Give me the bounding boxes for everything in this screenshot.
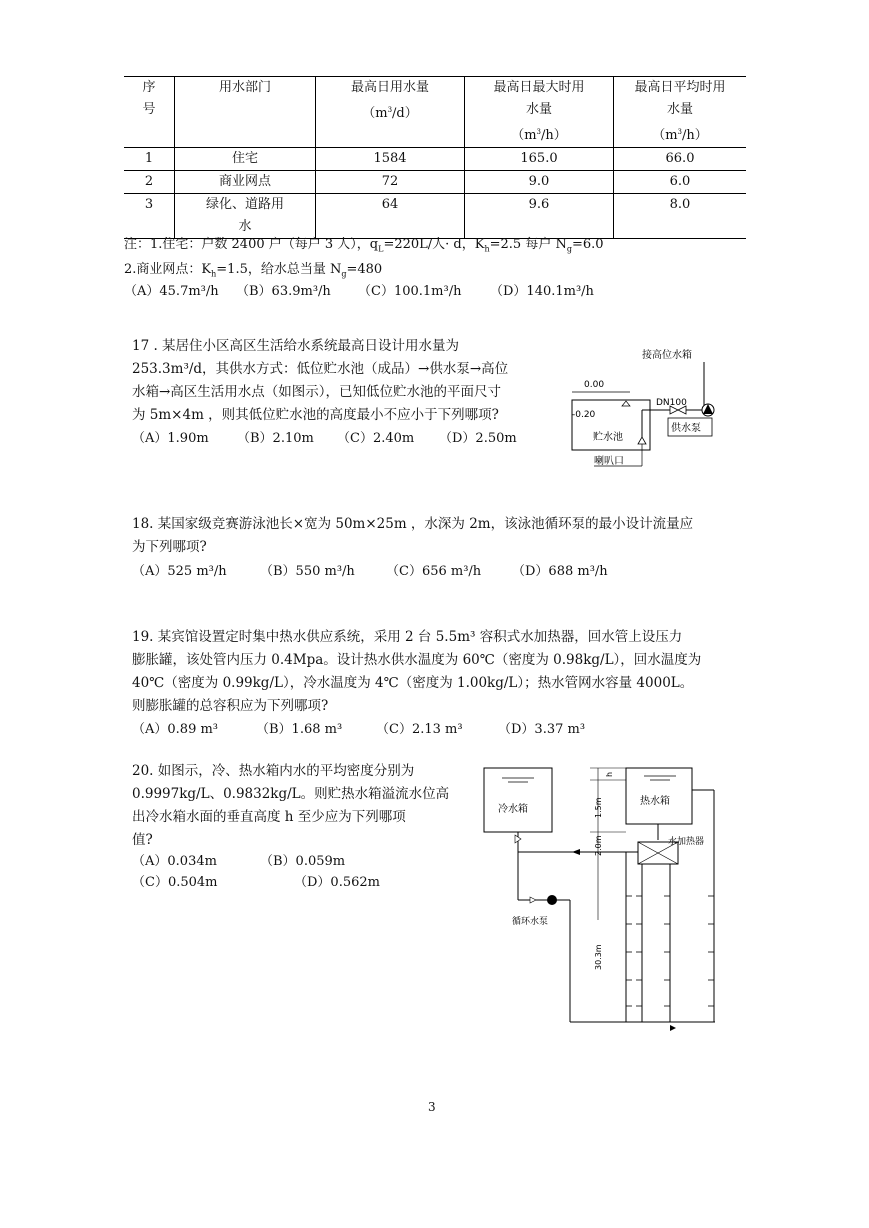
table-cell: 3 bbox=[124, 194, 175, 239]
option[interactable]: （B）1.68 m³ bbox=[256, 722, 343, 737]
fig-label: h bbox=[605, 771, 614, 777]
fig-label: 2.0m bbox=[594, 835, 603, 856]
option[interactable]: （C）2.40m bbox=[337, 431, 415, 446]
fig-label: 贮水池 bbox=[593, 432, 623, 443]
table-cell: 2 bbox=[124, 171, 175, 194]
table-cell: 1584 bbox=[316, 148, 465, 171]
col-header: 最高日平均时用 水量 $(m^3/h)$ bbox=[614, 77, 747, 148]
table-cell: 9.6 bbox=[465, 194, 614, 239]
fig-label: DN100 bbox=[656, 398, 687, 408]
q17-line: 253.3m³/d，其供水方式：低位贮水池（成品）→供水泵→高位 bbox=[132, 361, 509, 377]
option[interactable]: （D）140.1m³/h bbox=[490, 284, 594, 299]
q20-options-row1 bbox=[132, 851, 345, 873]
q18-line: 18. 某国家级竞赛游泳池长×宽为 50m×25m ，水深为 2m，该泳池循环泵的最小设计流量应 bbox=[132, 516, 694, 532]
option[interactable]: （A）0.034m bbox=[132, 854, 217, 869]
option[interactable]: （D）0.562m bbox=[294, 875, 380, 890]
option[interactable]: （B）2.10m bbox=[237, 431, 314, 446]
q18-options bbox=[132, 561, 608, 583]
q20-options-row2 bbox=[132, 872, 380, 894]
col-header: 最高日最大时用 水量 $(m^3/h)$ bbox=[465, 77, 614, 148]
q17-diagram bbox=[560, 340, 730, 475]
q16-note2: 2.商业网点：$K_h=1.5$，给水总当量 $N_g=480$ bbox=[124, 262, 383, 279]
option[interactable]: （C）100.1m³/h bbox=[358, 284, 462, 299]
fig-label: 接高位水箱 bbox=[642, 350, 692, 361]
fig-label: 热水箱 bbox=[640, 796, 670, 807]
table-cell: 绿化、道路用 水 bbox=[175, 194, 316, 239]
fig-label: -0.20 bbox=[572, 410, 596, 420]
q20-diagram bbox=[480, 760, 740, 1035]
q16-note1: 注：1.住宅：户数 2400 户（每户 3 人），$q_L=220L/$人· d，$K_h=2.5$ 每户 $N_g=6.0$ bbox=[124, 237, 604, 254]
q19-line: 40℃（密度为 0.99kg/L），冷水温度为 4℃（密度为 1.00kg/L）；热水管网水容量 4000L。 bbox=[132, 675, 694, 691]
table-cell: 165.0 bbox=[465, 148, 614, 171]
option[interactable]: （C）656 m³/h bbox=[386, 564, 482, 579]
q17-line: 为 5m×4m ，则其低位贮水池的高度最小不应小于下列哪项? bbox=[132, 407, 499, 423]
table-row bbox=[124, 194, 746, 239]
fig-label: 循环水泵 bbox=[512, 917, 549, 927]
q19-line: 则膨胀罐的总容积应为下列哪项? bbox=[132, 698, 329, 714]
q19-line: 膨胀罐，该处管内压力 0.4Mpa。设计热水供水温度为 60℃（密度为 0.98kg/L），回水温度为 bbox=[132, 652, 702, 668]
table-header-row bbox=[124, 77, 746, 148]
col-header: 最高日用水量 $(m^3/d)$ bbox=[316, 77, 465, 148]
q17-line: 水箱→高区生活用水点（如图示），已知低位贮水池的平面尺寸 bbox=[132, 384, 502, 400]
q18-line: 为下列哪项? bbox=[132, 539, 207, 555]
table-cell: 6.0 bbox=[614, 171, 747, 194]
q20-line: 值? bbox=[132, 832, 153, 848]
table-row bbox=[124, 171, 746, 194]
option[interactable]: （D）2.50m bbox=[439, 431, 517, 446]
table-cell: 64 bbox=[316, 194, 465, 239]
table-cell: 8.0 bbox=[614, 194, 747, 239]
q19-line: 19. 某宾馆设置定时集中热水供应系统，采用 2 台 5.5m³ 容积式水加热器，回水管上设压力 bbox=[132, 629, 683, 645]
option[interactable]: （B）63.9m³/h bbox=[236, 284, 331, 299]
option[interactable]: （C）2.13 m³ bbox=[376, 722, 463, 737]
option[interactable]: （A）1.90m bbox=[132, 431, 209, 446]
q19-options bbox=[132, 719, 585, 741]
table-cell: 商业网点 bbox=[175, 171, 316, 194]
fig-label: 供水泵 bbox=[671, 423, 701, 434]
q20-line: 20. 如图示，冷、热水箱内水的平均密度分别为 bbox=[132, 763, 415, 779]
option[interactable]: （C）0.504m bbox=[132, 875, 218, 890]
q17-options bbox=[132, 428, 517, 450]
option[interactable]: （A）0.89 m³ bbox=[132, 722, 219, 737]
table-cell: 72 bbox=[316, 171, 465, 194]
option[interactable]: （A）45.7m³/h bbox=[124, 284, 219, 299]
table-cell: 住宅 bbox=[175, 148, 316, 171]
col-header: 序 号 bbox=[142, 80, 156, 117]
q20-line: 0.9997kg/L、0.9832kg/L。则贮热水箱溢流水位高 bbox=[132, 786, 450, 802]
option[interactable]: （B）0.059m bbox=[260, 854, 346, 869]
table-row bbox=[124, 148, 746, 171]
table-cell: 1 bbox=[124, 148, 175, 171]
col-header: 用水部门 bbox=[175, 77, 316, 148]
option[interactable]: （A）525 m³/h bbox=[132, 564, 227, 579]
fig-label: 冷水箱 bbox=[498, 804, 528, 815]
option[interactable]: （B）550 m³/h bbox=[260, 564, 355, 579]
option[interactable]: （D）3.37 m³ bbox=[498, 722, 586, 737]
fig-label: 1.5m bbox=[594, 797, 603, 818]
q17-line: 17 . 某居住小区高区生活给水系统最高日设计用水量为 bbox=[132, 338, 460, 354]
water-usage-table bbox=[124, 76, 746, 239]
q16-options bbox=[124, 281, 594, 303]
fig-label: 水加热器 bbox=[668, 837, 705, 847]
table-cell: 66.0 bbox=[614, 148, 747, 171]
q20-line: 出冷水箱水面的垂直高度 h 至少应为下列哪项 bbox=[132, 809, 406, 825]
page-number: 3 bbox=[428, 1100, 436, 1114]
fig-label: 喇叭口 bbox=[594, 456, 624, 467]
fig-label: 30.3m bbox=[594, 944, 603, 970]
fig-label: 0.00 bbox=[584, 380, 605, 390]
option[interactable]: （D）688 m³/h bbox=[512, 564, 608, 579]
table-cell: 9.0 bbox=[465, 171, 614, 194]
